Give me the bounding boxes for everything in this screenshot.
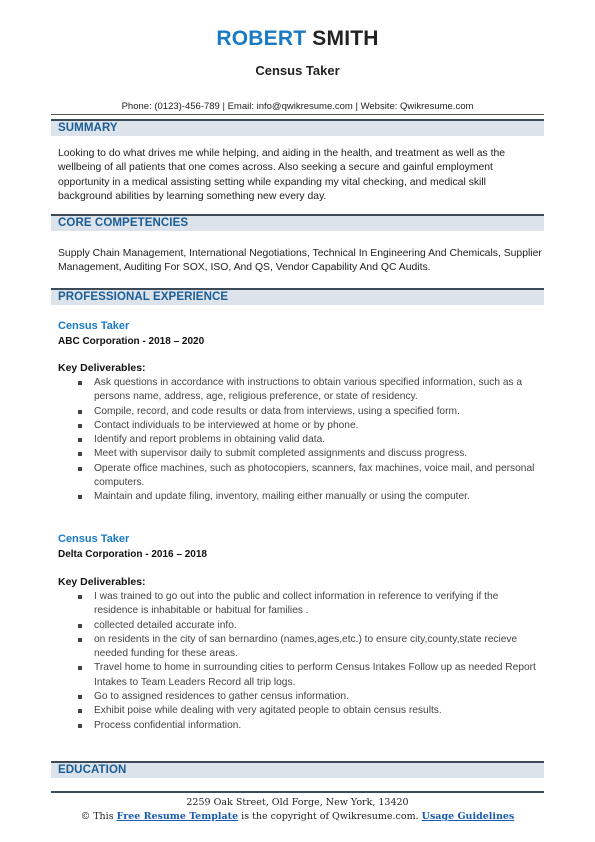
- list-item: Exhibit poise while dealing with very agitated people to obtain census results.: [58, 704, 538, 718]
- deliverables-label: Key Deliverables:: [58, 362, 146, 374]
- list-item: Operate office machines, such as photocopiers, scanners, fax machines, voice mail, and personal computers.: [58, 462, 538, 491]
- footer-address: 2259 Oak Street, Old Forge, New York, 13420: [186, 797, 409, 808]
- header-divider: [51, 114, 544, 115]
- deliverables-list: [58, 376, 538, 505]
- contact-line: Phone: (0123)-456-789 | Email: info@qwikresume.com | Website: Qwikresume.com: [121, 101, 474, 112]
- competencies-text: Supply Chain Management, International Negotiations, Technical In Engineering And Chemicals, Supplier Management, Auditing For SOX, ISO, And QS, Vendor Capability And QC Audits.: [58, 248, 542, 274]
- list-item: Identify and report problems in obtaining valid data.: [58, 433, 538, 447]
- footer-divider: [51, 791, 544, 793]
- list-item: collected detailed accurate info.: [58, 619, 538, 633]
- footer-copyright: [0, 811, 595, 822]
- copyright-prefix: © This: [80, 811, 114, 822]
- list-item: Contact individuals to be interviewed at home or by phone.: [58, 419, 538, 433]
- job-role: Census Taker: [58, 533, 130, 545]
- deliverables-label: Key Deliverables:: [58, 576, 146, 588]
- competencies-heading: CORE COMPETENCIES: [51, 214, 544, 231]
- list-item: Process confidential information.: [58, 719, 538, 733]
- experience-heading: PROFESSIONAL EXPERIENCE: [51, 288, 544, 305]
- deliverables-list: [58, 590, 538, 733]
- education-heading: EDUCATION: [51, 761, 544, 778]
- list-item: Compile, record, and code results or data from interviews, using a specified form.: [58, 405, 538, 419]
- candidate-name: [0, 27, 595, 51]
- usage-guidelines-link[interactable]: Usage Guidelines: [421, 811, 515, 822]
- summary-heading: SUMMARY: [51, 119, 544, 136]
- list-item: Go to assigned residences to gather census information.: [58, 690, 538, 704]
- last-name: SMITH: [312, 27, 379, 50]
- summary-text: Looking to do what drives me while helping, and aiding in the health, and treatment as well as the wellbeing of all patients that one comes across. Also seeking a secure and gainful employment opportunity in a medical assisting setting while expanding my vital checking, and medical skill background abilities by learning something new every day.: [58, 148, 506, 203]
- copyright-middle: is the copyright of Qwikresume.com.: [241, 811, 419, 822]
- job-company: ABC Corporation - 2018 – 2020: [58, 336, 205, 347]
- list-item: on residents in the city of san bernardino (names,ages,etc.) to ensure city,county,state recieve needed funding for these areas.: [58, 633, 538, 662]
- list-item: Meet with supervisor daily to submit completed assignments and discuss progress.: [58, 447, 538, 461]
- list-item: I was trained to go out into the public and collect information in reference to verifying if the residence is inhabitable or habitual for families .: [58, 590, 538, 619]
- list-item: Travel home to home in surrounding cities to perform Census Intakes Follow up as needed Report Intakes to Team Leaders Record all trip logs.: [58, 661, 538, 690]
- job-role: Census Taker: [58, 320, 130, 332]
- job-title: Census Taker: [255, 63, 340, 78]
- list-item: Maintain and update filing, inventory, mailing either manually or using the computer.: [58, 490, 538, 504]
- list-item: Ask questions in accordance with instructions to obtain various specified information, such as a persons name, address, age, religious preference, or state of residency.: [58, 376, 538, 405]
- job-company: Delta Corporation - 2016 – 2018: [58, 549, 207, 560]
- free-resume-template-link[interactable]: Free Resume Template: [116, 811, 239, 822]
- first-name: ROBERT: [216, 27, 307, 50]
